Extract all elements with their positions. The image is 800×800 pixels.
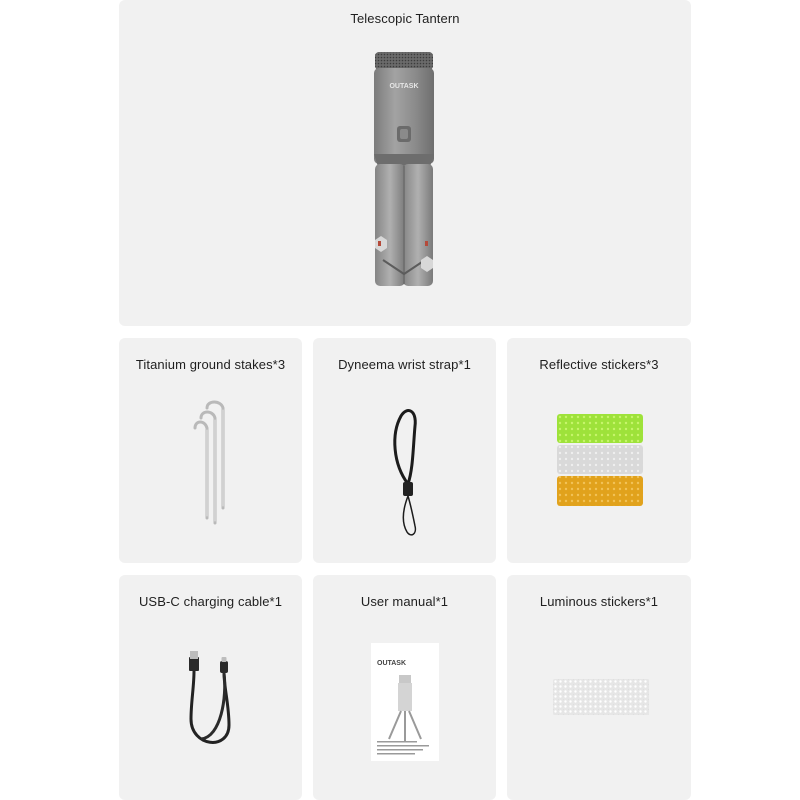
luminous-sticker-image xyxy=(553,679,649,715)
accessory-label: Dyneema wrist strap*1 xyxy=(338,357,471,372)
accessory-label: Luminous stickers*1 xyxy=(539,594,659,609)
wrist-strap-image xyxy=(373,404,443,544)
lantern-image xyxy=(359,44,449,290)
user-manual-image xyxy=(371,643,441,763)
manual-brand-logo: OUTASK xyxy=(377,660,407,667)
usb-c-cable-image xyxy=(181,647,251,753)
product-card-lantern xyxy=(119,0,691,326)
accessory-label: Reflective stickers*3 xyxy=(539,357,659,372)
accessory-card-reflective-stickers xyxy=(507,338,691,563)
ground-stakes-image xyxy=(183,398,243,528)
accessory-label: USB-C charging cable*1 xyxy=(138,594,283,609)
accessory-label: Titanium ground stakes*3 xyxy=(135,357,286,372)
lantern-brand-logo: OUTASK xyxy=(389,83,419,90)
accessory-card-wrist-strap xyxy=(313,338,496,563)
accessory-label: User manual*1 xyxy=(360,594,449,609)
product-title: Telescopic Tantern xyxy=(350,11,460,26)
accessory-card-user-manual xyxy=(313,575,496,800)
accessory-card-luminous-stickers xyxy=(507,575,691,800)
reflective-stickers-image xyxy=(557,414,645,508)
accessory-card-usb-c-cable xyxy=(119,575,302,800)
accessory-card-ground-stakes xyxy=(119,338,302,563)
